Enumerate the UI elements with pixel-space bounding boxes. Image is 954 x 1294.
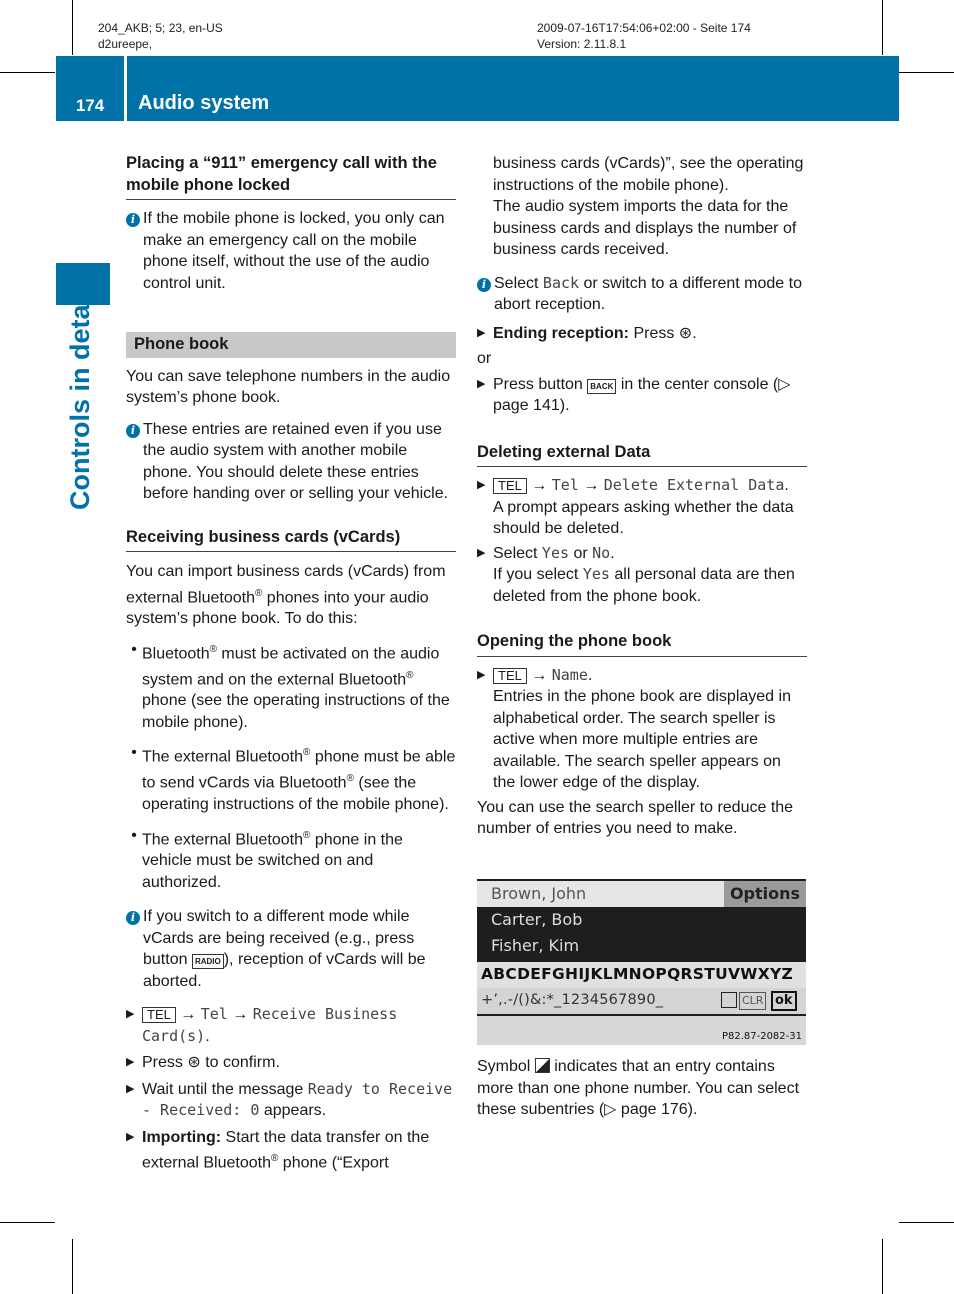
tel-key-icon: TEL [142, 1007, 176, 1023]
step-item: ▶ Select Yes or No. If you select Yes all personal data are then deleted from the phone book. [477, 543, 807, 608]
paragraph: business cards (vCards)”, see the operating instructions of the mobile phone). [493, 155, 804, 194]
section-title: Audio system [138, 92, 270, 114]
heading-open-phonebook: Opening the phone book [477, 631, 807, 657]
controller-press-icon: ⊛ [678, 324, 693, 342]
back-key-icon: BACK [587, 379, 616, 394]
step-arrow-icon: ▶ [126, 1130, 135, 1143]
entry-selected: Brown, John Options [477, 881, 806, 907]
heading-emergency-call: Placing a “911” emergency call with the mobile phone locked [126, 153, 456, 200]
step-item: ▶ TEL → Tel → Receive Business Card(s). [126, 1004, 456, 1047]
info-icon: i [477, 278, 491, 292]
display-footer [477, 1016, 806, 1045]
info-icon: i [126, 213, 140, 227]
step-arrow-icon: ▶ [126, 1056, 135, 1069]
page-number: 174 [75, 96, 105, 115]
step-item: ▶ TEL → Tel → Delete External Data. A prompt appears asking whether the data should be deleted. [477, 475, 807, 540]
crop-mark [882, 0, 883, 55]
step-arrow-icon: ▶ [126, 1008, 135, 1021]
heading-vcards: Receiving business cards (vCards) [126, 527, 456, 553]
step-item: ▶ TEL → Name. Entries in the phone book are displayed in alphabetical order. The search speller is active when more multiple entries are available. The search speller appears on the lower edge of the display. [477, 665, 807, 794]
tel-key-icon: TEL [493, 668, 527, 684]
banner-divider [124, 56, 127, 121]
info-note: i If you switch to a different mode while vCards are being received (e.g., press button RADIO ), reception of vCards will be aborted. [126, 906, 456, 992]
phonebook-display [477, 879, 806, 1045]
multi-number-symbol-icon [535, 1058, 550, 1073]
step-arrow-icon: ▶ [477, 377, 486, 390]
radio-key-icon: RADIO [192, 954, 224, 969]
step-item: ▶ Press ⊛ to confirm. [126, 1052, 456, 1074]
space-key-icon [721, 992, 737, 1008]
heading-delete-data: Deleting external Data [477, 442, 807, 468]
step-arrow-icon: ▶ [477, 546, 486, 559]
ok-key: ok [771, 991, 797, 1011]
crop-mark [0, 72, 55, 73]
info-text: These entries are retained even if you use the audio system with another mobile phone. You should delete these entries before handing over or selling your vehicle. [143, 420, 449, 502]
heading-phone-book: Phone book [126, 332, 456, 358]
crop-mark [882, 1239, 883, 1294]
options-button: Options [724, 881, 806, 907]
paragraph: The audio system imports the data for the business cards and displays the number of business cards received. [493, 198, 797, 258]
info-text: If the mobile phone is locked, you only can make an emergency call on the mobile phone itself, without the use of the audio control unit. [143, 210, 445, 292]
clr-key: CLR [739, 992, 766, 1010]
bullet-item: • Bluetooth® must be activated on the audio system and on the external Bluetooth® phone (see the operating instructions of the mobile phone). [131, 640, 450, 731]
meta-line: 2009-07-16T17:54:06+02:00 - Seite 174 [537, 21, 751, 35]
info-icon: i [126, 911, 140, 925]
info-note: i Select Back or switch to a different mode to abort reception. [477, 273, 807, 316]
paragraph: Symbol indicates that an entry contains more than one phone number. You can select these subentries (▷ page 176). [477, 1058, 800, 1118]
meta-line: 204_AKB; 5; 23, en-US [98, 21, 223, 35]
crop-mark [899, 72, 954, 73]
step-item: ▶ Ending reception: Press ⊛. [477, 323, 807, 345]
paragraph: You can use the search speller to reduce the number of entries you need to make. [477, 798, 794, 837]
step-item: ▶ Importing: Start the data transfer on the external Bluetooth® phone (“Export [126, 1127, 456, 1174]
print-meta-left [98, 20, 223, 52]
step-arrow-icon: ▶ [126, 1082, 135, 1095]
speller-symbols: +’,.-/()&:*_1234567890_ CLR ok [477, 988, 806, 1014]
controller-press-icon: ⊛ [187, 1054, 201, 1072]
figure-caption: P82.87-2082-31 [721, 1031, 802, 1042]
meta-line: Version: 2.11.8.1 [537, 37, 627, 51]
info-note [126, 419, 456, 505]
bullet-item: • The external Bluetooth® phone must be able to send vCards via Bluetooth® (see the operating instructions of the mobile phone). [131, 744, 456, 814]
right-column [477, 153, 807, 840]
right-column-bottom [477, 1056, 807, 1121]
crop-mark [899, 1222, 954, 1223]
meta-line: d2ureepe, [98, 37, 153, 51]
tel-key-icon: TEL [493, 478, 527, 494]
step-arrow-icon: ▶ [477, 479, 486, 491]
paragraph: or [477, 350, 492, 367]
step-arrow-icon: ▶ [477, 326, 486, 339]
print-meta-right [537, 20, 751, 52]
chapter-title: Controls in detail [65, 289, 95, 510]
step-arrow-icon: ▶ [477, 668, 486, 681]
speller-letters: ABCDEFGHIJKLMNOPQRSTUVWXYZ [477, 962, 806, 988]
info-note [126, 208, 456, 294]
crop-mark [0, 1222, 55, 1223]
info-icon: i [126, 424, 140, 438]
paragraph: You can save telephone numbers in the audio system’s phone book. [126, 367, 451, 406]
paragraph: You can import business cards (vCards) from external Bluetooth® phones into your audio system’s phone book. To do this: [126, 563, 446, 628]
list-item: Carter, Bob [491, 910, 583, 929]
step-item: ▶ Press button BACK in the center console (▷ page 141). [477, 374, 807, 417]
crop-mark [72, 0, 73, 55]
crop-mark [72, 1239, 73, 1294]
left-column [126, 153, 456, 1174]
step-item: ▶ Wait until the message Ready to Receive - Received: 0 appears. [126, 1079, 456, 1122]
list-item: Fisher, Kim [491, 936, 580, 955]
bullet-item: • The external Bluetooth® phone in the vehicle must be switched on and authorized. [131, 826, 403, 891]
